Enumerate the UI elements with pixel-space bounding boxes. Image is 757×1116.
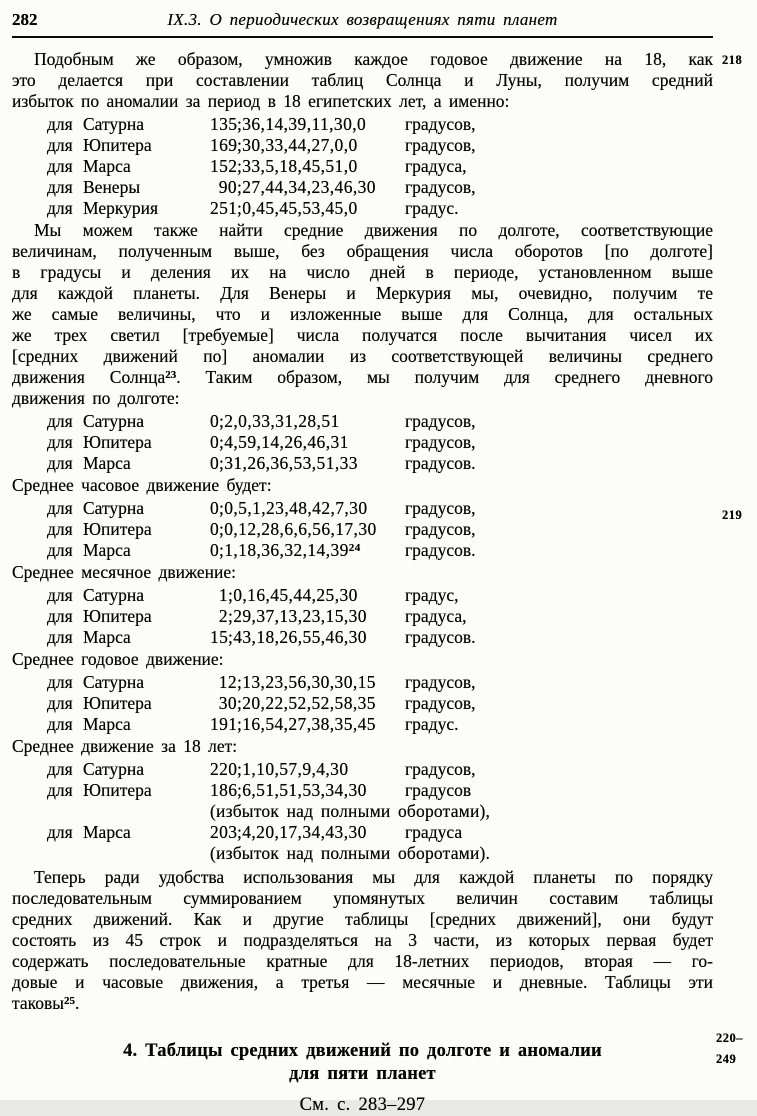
planet-name: Марса bbox=[83, 714, 131, 734]
paragraph-line: это делается при составлении таблиц Солнца и Луны, получим средний bbox=[12, 70, 713, 90]
subheading-18-years: Среднее движение за 18 лет: bbox=[12, 736, 238, 756]
sexagesimal-value: 15;43,18,26,55,46,30 bbox=[210, 627, 367, 647]
table-row bbox=[47, 114, 713, 135]
table-row bbox=[47, 519, 713, 540]
paragraph-2 bbox=[12, 220, 713, 409]
table-row bbox=[47, 453, 713, 474]
row-prefix: для bbox=[47, 519, 73, 539]
unit-label: градусов, bbox=[405, 672, 476, 692]
planet-name: Марса bbox=[83, 540, 131, 560]
sexagesimal-value: 203;4,20,17,34,43,30 bbox=[210, 822, 367, 842]
unit-label: градусов, bbox=[405, 114, 476, 134]
planet-name: Марса bbox=[83, 156, 131, 176]
unit-label: градус, bbox=[405, 585, 459, 605]
table-row bbox=[47, 627, 713, 648]
unit-label: градусов. bbox=[405, 540, 476, 560]
planet-name: Сатурна bbox=[83, 585, 145, 605]
table-18-year-motion bbox=[12, 759, 713, 864]
table-note-row bbox=[47, 843, 713, 864]
table-row bbox=[47, 714, 713, 735]
header-rule bbox=[12, 36, 713, 38]
empty-cell bbox=[83, 801, 210, 822]
section-heading-line2: для пяти планет bbox=[289, 1064, 436, 1084]
table-note: (избыток над полными оборотами), bbox=[210, 801, 491, 821]
table-row bbox=[47, 411, 713, 432]
row-prefix: для bbox=[47, 714, 73, 734]
table-row bbox=[47, 606, 713, 627]
table-row bbox=[47, 672, 713, 693]
paragraph-line: движения по долготе: bbox=[12, 388, 180, 408]
planet-name: Юпитера bbox=[83, 135, 152, 155]
sexagesimal-value: 191;16,54,27,38,35,45 bbox=[210, 714, 376, 734]
paragraph-line: таковы$^{25}$. bbox=[12, 993, 80, 1013]
unit-label: градуса, bbox=[405, 156, 467, 176]
sexagesimal-value: 90;27,44,34,23,46,30 bbox=[218, 177, 376, 197]
planet-name: Юпитера bbox=[83, 606, 152, 626]
planet-name: Сатурна bbox=[83, 759, 145, 779]
planet-name: Сатурна bbox=[83, 672, 145, 692]
planet-name: Марса bbox=[83, 627, 131, 647]
paragraph-1 bbox=[12, 49, 713, 112]
row-prefix: для bbox=[47, 672, 73, 692]
paragraph-line: содержать последовательные кратные для 18-летних периодов, вторая — го- bbox=[12, 951, 713, 971]
sexagesimal-value: 0;1,18,36,32,14,39$^{24}$ bbox=[210, 540, 361, 560]
paragraph-line: избыток по аномалии за период в 18 египетских лет, а именно: bbox=[12, 91, 510, 111]
subheading-hourly: Среднее часовое движение будет: bbox=[12, 475, 272, 495]
sexagesimal-value: 0;0,5,1,23,48,42,7,30 bbox=[210, 498, 368, 518]
sexagesimal-value: 1;0,16,45,44,25,30 bbox=[218, 585, 358, 605]
margin-note-219: 219 bbox=[722, 508, 743, 522]
unit-label: градусов, bbox=[405, 519, 476, 539]
sexagesimal-value: 152;33,5,18,45,51,0 bbox=[210, 156, 358, 176]
paragraph-line: средних движений. Как и другие таблицы [средних движений], они будут bbox=[12, 909, 713, 929]
paragraph-line: для каждой планеты. Для Венеры и Меркурия мы, очевидно, получим те bbox=[12, 283, 713, 303]
table-note: (избыток над полными оборотами). bbox=[210, 843, 491, 863]
section-heading bbox=[12, 1040, 713, 1086]
margin-note-220-249: 220–249 bbox=[716, 1031, 743, 1066]
empty-cell bbox=[83, 843, 210, 864]
planet-name: Юпитера bbox=[83, 780, 152, 800]
paragraph-line: движения Солнца$^{23}$. Таким образом, мы получим для среднего дневного bbox=[12, 367, 713, 387]
sexagesimal-value: 2;29,37,13,23,15,30 bbox=[218, 606, 367, 626]
row-prefix: для bbox=[47, 627, 73, 647]
unit-label: градусов. bbox=[405, 627, 476, 647]
sexagesimal-value: 251;0,45,45,53,45,0 bbox=[210, 198, 358, 218]
planet-name: Венеры bbox=[83, 177, 141, 197]
table-row bbox=[47, 498, 713, 519]
sexagesimal-value: 0;4,59,14,26,46,31 bbox=[210, 432, 349, 452]
page-header bbox=[12, 9, 713, 31]
row-prefix: для bbox=[47, 498, 73, 518]
sexagesimal-value: 0;2,0,33,31,28,51 bbox=[210, 411, 340, 431]
sexagesimal-value: 169;30,33,44,27,0,0 bbox=[210, 135, 358, 155]
planet-name: Юпитера bbox=[83, 519, 152, 539]
row-prefix: для bbox=[47, 606, 73, 626]
sexagesimal-value: 220;1,10,57,9,4,30 bbox=[210, 759, 349, 779]
paragraph-line: состоять из 45 строк и подразделяться на 3 части, из которых первая будет bbox=[12, 930, 713, 950]
paragraph-line: последовательным суммированием упомянутых величин составим таблицы bbox=[12, 888, 713, 908]
paragraph-line: Мы можем также найти средние движения по долготе, соответствующие bbox=[34, 220, 713, 240]
row-prefix: для bbox=[47, 780, 73, 800]
unit-label: градус. bbox=[405, 198, 459, 218]
planet-name: Меркурия bbox=[83, 198, 159, 218]
sexagesimal-value: 135;36,14,39,11,30,0 bbox=[210, 114, 367, 134]
paragraph-line: Подобным же образом, умножив каждое годовое движение на 18, как bbox=[34, 49, 713, 69]
table-row bbox=[47, 822, 713, 843]
row-prefix: для bbox=[47, 135, 73, 155]
table-row bbox=[47, 693, 713, 714]
planet-name: Юпитера bbox=[83, 693, 152, 713]
row-prefix: для bbox=[47, 585, 73, 605]
paragraph-line: величинам, полученным выше, без обращения числа оборотов [по долготе] bbox=[12, 241, 713, 261]
paragraph-line: в градусы и деления их на число дней в периоде, установленном выше bbox=[12, 262, 713, 282]
margin-note-218: 218 bbox=[722, 53, 743, 67]
row-prefix: для bbox=[47, 432, 73, 452]
row-prefix: для bbox=[47, 114, 73, 134]
row-prefix: для bbox=[47, 177, 73, 197]
paragraph-line: [средних движений по] аномалии из соответствующей величины среднего bbox=[12, 346, 713, 366]
table-row bbox=[47, 432, 713, 453]
row-prefix: для bbox=[47, 156, 73, 176]
planet-name: Юпитера bbox=[83, 432, 152, 452]
planet-name: Сатурна bbox=[83, 114, 145, 134]
paragraph-line: Теперь ради удобства использования мы для каждой планеты по порядку bbox=[34, 867, 713, 887]
sexagesimal-value: 12;13,23,56,30,30,15 bbox=[218, 672, 376, 692]
row-prefix: для bbox=[47, 540, 73, 560]
sexagesimal-value: 186;6,51,51,53,34,30 bbox=[210, 780, 367, 800]
planet-name: Марса bbox=[83, 453, 131, 473]
empty-cell bbox=[47, 843, 83, 864]
table-yearly-motion bbox=[12, 672, 713, 735]
table-monthly-motion bbox=[12, 585, 713, 648]
sexagesimal-value: 0;0,12,28,6,6,56,17,30 bbox=[210, 519, 377, 539]
unit-label: градусов, bbox=[405, 432, 476, 452]
running-title: IX.3. О периодических возвращениях пяти планет bbox=[167, 10, 558, 29]
table-row bbox=[47, 780, 713, 801]
table-row bbox=[47, 177, 713, 198]
table-anomaly-18-years bbox=[12, 114, 713, 219]
unit-label: градусов, bbox=[405, 693, 476, 713]
subheading-yearly: Среднее годовое движение: bbox=[12, 649, 224, 669]
unit-label: градусов. bbox=[405, 453, 476, 473]
table-note-row bbox=[47, 801, 713, 822]
paragraph-line: же трех светил [требуемые] числа получатся после вычитания чисел их bbox=[12, 325, 713, 345]
table-row bbox=[47, 198, 713, 219]
planet-name: Марса bbox=[83, 822, 131, 842]
table-row bbox=[47, 585, 713, 606]
see-reference: См. с. 283–297 bbox=[299, 1095, 426, 1115]
row-prefix: для bbox=[47, 411, 73, 431]
subheading-monthly: Среднее месячное движение: bbox=[12, 562, 237, 582]
unit-label: градусов, bbox=[405, 135, 476, 155]
row-prefix: для bbox=[47, 822, 73, 842]
table-daily-motion bbox=[12, 411, 713, 474]
table-hourly-motion bbox=[12, 498, 713, 561]
row-prefix: для bbox=[47, 759, 73, 779]
paragraph-line: же самые величины, что и изложенные выше для Солнца, для остальных bbox=[12, 304, 713, 324]
table-row bbox=[47, 156, 713, 177]
unit-label: градуса, bbox=[405, 606, 467, 626]
sexagesimal-value: 30;20,22,52,52,58,35 bbox=[218, 693, 376, 713]
paragraph-3 bbox=[12, 867, 713, 1014]
table-row bbox=[47, 135, 713, 156]
planet-name: Сатурна bbox=[83, 498, 145, 518]
row-prefix: для bbox=[47, 453, 73, 473]
row-prefix: для bbox=[47, 693, 73, 713]
unit-label: градусов, bbox=[405, 759, 476, 779]
unit-label: градусов bbox=[405, 780, 472, 800]
row-prefix: для bbox=[47, 198, 73, 218]
table-row bbox=[47, 540, 713, 561]
empty-cell bbox=[47, 801, 83, 822]
unit-label: градусов, bbox=[405, 177, 476, 197]
unit-label: градус. bbox=[405, 714, 459, 734]
paragraph-line: довые и часовые движения, а третья — месячные и дневные. Таблицы эти bbox=[12, 972, 713, 992]
table-row bbox=[47, 759, 713, 780]
page-number: 282 bbox=[12, 10, 38, 29]
section-heading-line1: 4. Таблицы средних движений по долготе и аномалии bbox=[123, 1041, 602, 1061]
sexagesimal-value: 0;31,26,36,53,51,33 bbox=[210, 453, 358, 473]
unit-label: градусов, bbox=[405, 498, 476, 518]
unit-label: градуса bbox=[405, 822, 463, 842]
unit-label: градусов, bbox=[405, 411, 476, 431]
planet-name: Сатурна bbox=[83, 411, 145, 431]
